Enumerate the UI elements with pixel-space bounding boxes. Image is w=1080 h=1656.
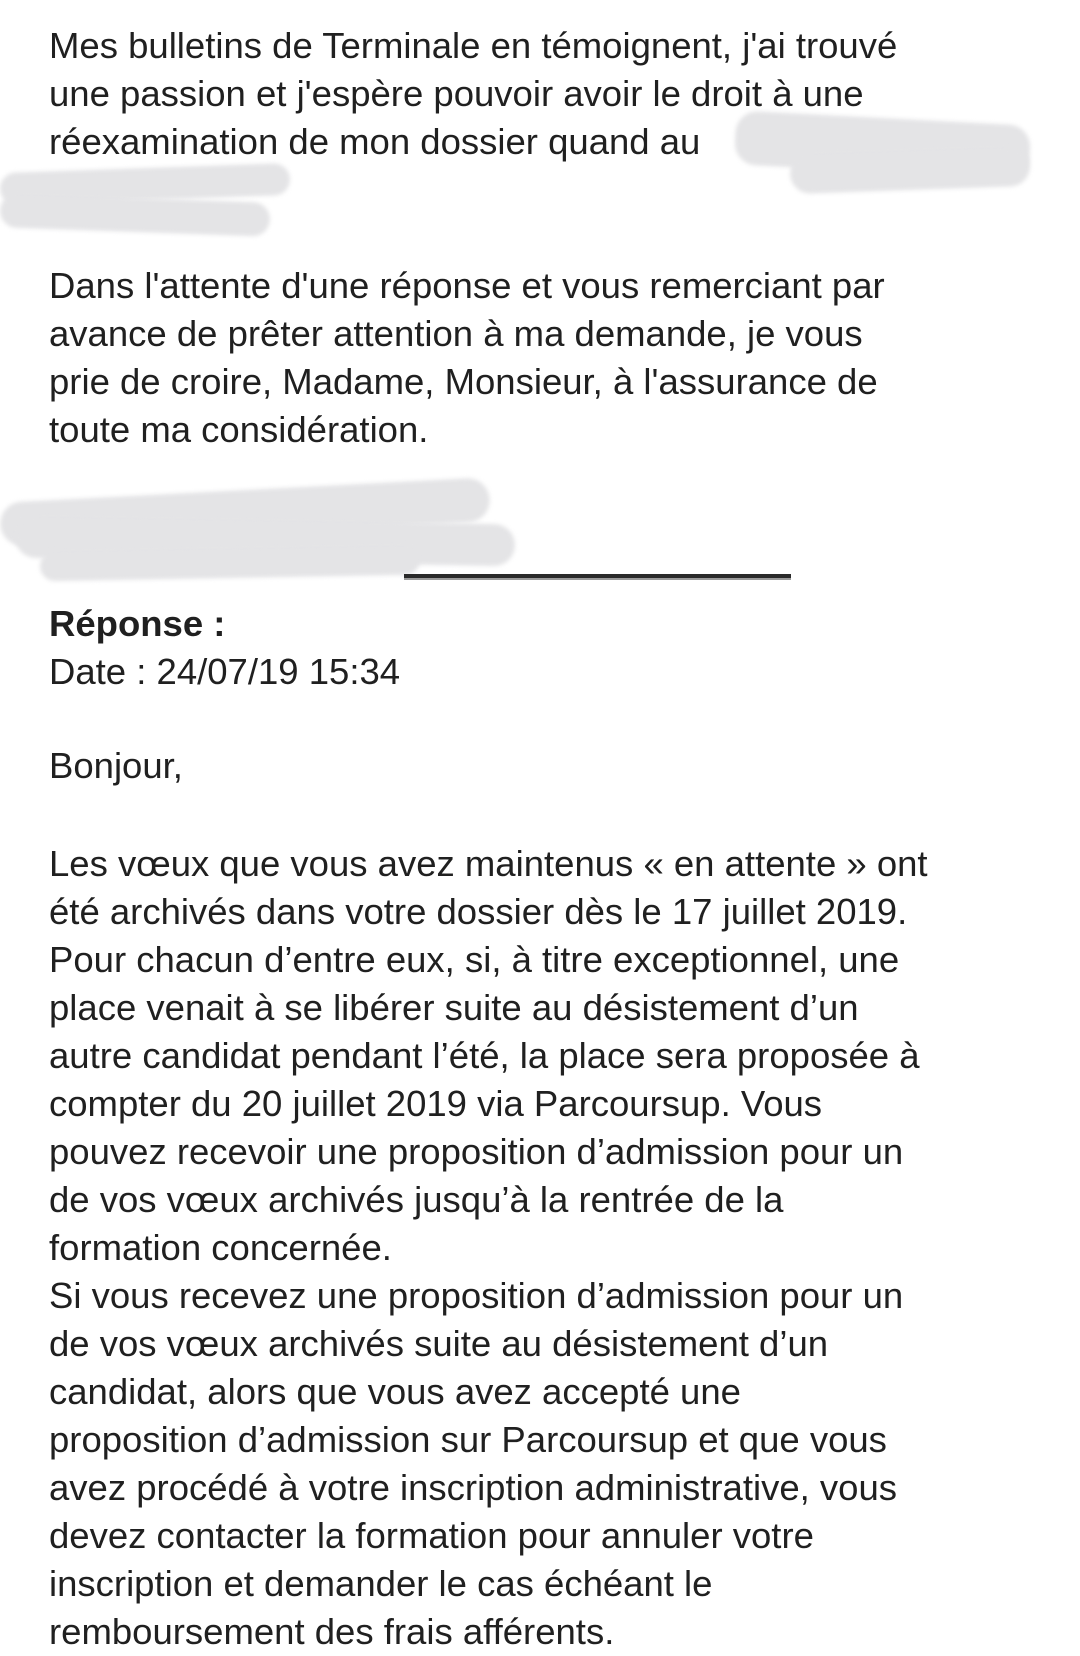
redaction-mark bbox=[40, 545, 420, 582]
text-line: Pour chacun d’entre eux, si, à titre exceptionnel, une bbox=[49, 939, 900, 980]
text-line: Mes bulletins de Terminale en témoignent, j'ai trouvé bbox=[49, 25, 898, 66]
text-line: devez contacter la formation pour annuler votre bbox=[49, 1515, 814, 1556]
text-line: pouvez recevoir une proposition d’admission pour un bbox=[49, 1131, 904, 1172]
text-line: remboursement des frais afférents. bbox=[49, 1611, 615, 1652]
response-heading: Réponse : bbox=[49, 603, 226, 644]
separator-line bbox=[404, 574, 791, 578]
text-line: candidat, alors que vous avez accepté une bbox=[49, 1371, 741, 1412]
redaction-mark bbox=[0, 193, 271, 236]
text-line: toute ma considération. bbox=[49, 409, 429, 450]
text-line: inscription et demander le cas échéant le bbox=[49, 1563, 713, 1604]
greeting-line: Bonjour, bbox=[49, 745, 183, 786]
text-line: avez procédé à votre inscription administrative, vous bbox=[49, 1467, 898, 1508]
text-line: réexamination de mon dossier quand au bbox=[49, 121, 701, 162]
text-line: proposition d’admission sur Parcoursup et que vous bbox=[49, 1419, 887, 1460]
text-line: de vos vœux archivés jusqu’à la rentrée de la bbox=[49, 1179, 784, 1220]
response-greeting bbox=[49, 742, 1049, 790]
original-paragraph-2 bbox=[49, 262, 1049, 454]
response-date: Date : 24/07/19 15:34 bbox=[49, 651, 401, 692]
text-line: été archivés dans votre dossier dès le 17 juillet 2019. bbox=[49, 891, 908, 932]
text-line: une passion et j'espère pouvoir avoir le droit à une bbox=[49, 73, 864, 114]
text-line: Si vous recevez une proposition d’admission pour un bbox=[49, 1275, 904, 1316]
response-paragraph-1 bbox=[49, 840, 1049, 1272]
redaction-mark bbox=[789, 146, 1030, 194]
text-line: de vos vœux archivés suite au désistement d’un bbox=[49, 1323, 829, 1364]
text-line: avance de prêter attention à ma demande, je vous bbox=[49, 313, 863, 354]
response-header bbox=[49, 600, 1049, 696]
response-paragraph-2 bbox=[49, 1272, 1049, 1656]
text-line: autre candidat pendant l’été, la place sera proposée à bbox=[49, 1035, 920, 1076]
text-line: prie de croire, Madame, Monsieur, à l'assurance de bbox=[49, 361, 878, 402]
text-line: place venait à se libérer suite au désistement d’un bbox=[49, 987, 859, 1028]
text-line: compter du 20 juillet 2019 via Parcoursup. Vous bbox=[49, 1083, 823, 1124]
text-line: Dans l'attente d'une réponse et vous remerciant par bbox=[49, 265, 885, 306]
text-line: Les vœux que vous avez maintenus « en attente » ont bbox=[49, 843, 928, 884]
text-line: formation concernée. bbox=[49, 1227, 392, 1268]
